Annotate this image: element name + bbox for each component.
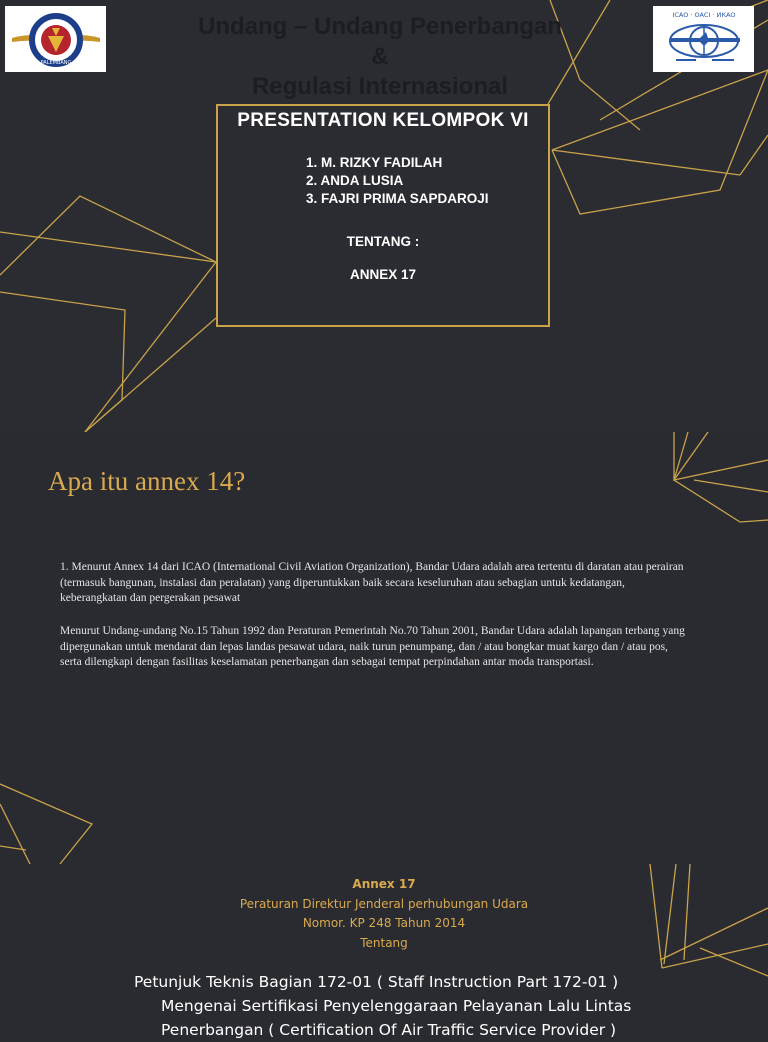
member-list — [306, 154, 536, 208]
regulation-header — [0, 875, 768, 953]
presentation-heading: PRESENTATION KELOMPOK VI — [237, 110, 529, 131]
svg-text:ICAO · OACI · ИКАО: ICAO · OACI · ИКАО — [671, 11, 736, 19]
member-item: 2. ANDA LUSIA — [306, 173, 404, 188]
slide-regulation — [0, 864, 768, 1039]
icao-logo — [653, 6, 754, 72]
topic-label: TENTANG : — [346, 234, 420, 249]
title-box — [216, 104, 550, 327]
member-item: 1. M. RIZKY FADILAH — [306, 155, 443, 170]
topic-value: ANNEX 17 — [349, 267, 417, 282]
description-line: Mengenai Sertifikasi Penyelenggaraan Pelayanan Lalu Lintas — [161, 997, 632, 1015]
definition-paragraph: 1. Menurut Annex 14 dari ICAO (International Civil Aviation Organization), Bandar Udara adalah area tertentu di daratan atau perairan (termasuk bangunan, instalasi dan peralatan) yang diperuntukkan baik secara keseluruhan atau sebagian untuk kedatangan, keberangkatan dan pergerakan pesawat — [60, 561, 684, 604]
definition-paragraph: Menurut Undang-undang No.15 Tahun 1992 dan Peraturan Pemerintah No.70 Tahun 2001, Bandar Udara adalah lapangan terbang yang dipergunakan untuk mendarat dan lepas landas pesawat udara, naik turun penumpang, dan / atau bongkar muat kargo dan / atau pos, serta dilengkapi dengan fasilitas keselamatan penerbangan dan sebagai tempat perpindahan antar moda transportasi. — [60, 625, 685, 668]
slide-title-text: Apa itu annex 14? — [48, 466, 246, 496]
svg-text:PALEMBANG: PALEMBANG — [40, 60, 71, 66]
member-item: 3. FAJRI PRIMA SAPDAROJI — [306, 191, 489, 206]
background-title: Undang – Undang Penerbangan & Regulasi Internasional — [197, 13, 563, 100]
regulation-line: Peraturan Direktur Jenderal perhubungan Udara — [239, 896, 529, 911]
slide-title — [0, 0, 768, 432]
description-line: Petunjuk Teknis Bagian 172-01 ( Staff Instruction Part 172-01 ) — [134, 973, 619, 991]
airport-authority-logo — [5, 6, 106, 72]
regulation-title: Annex 17 — [352, 877, 416, 891]
regulation-line: Nomor. KP 248 Tahun 2014 — [302, 916, 466, 930]
description-line: Penerbangan ( Certification Of Air Traffic Service Provider ) — [161, 1021, 617, 1039]
regulation-line: Tentang — [360, 935, 408, 950]
slide-definition — [0, 432, 768, 864]
